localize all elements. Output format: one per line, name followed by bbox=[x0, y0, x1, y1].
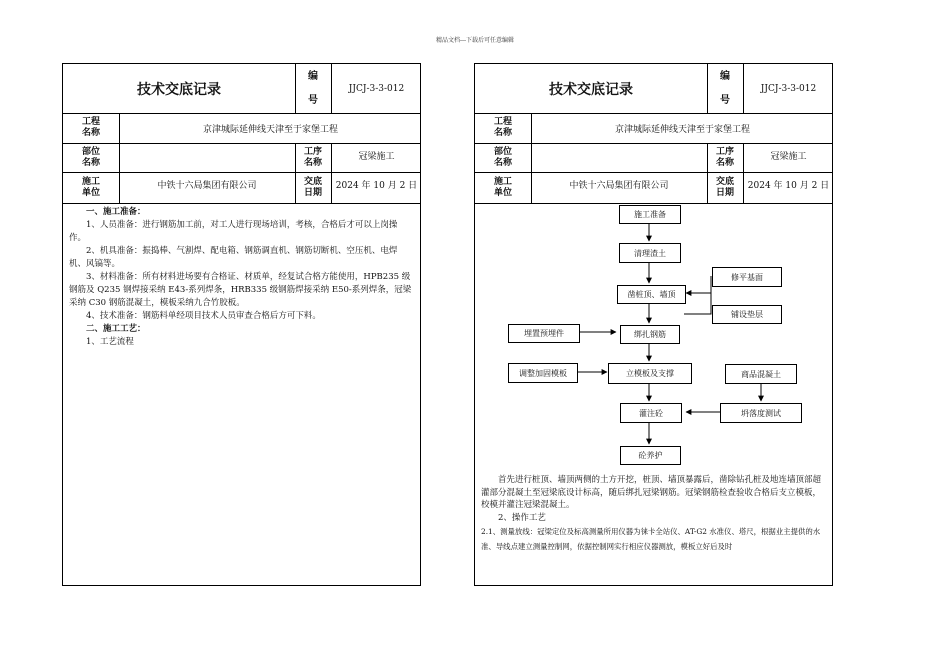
dept-label: 部位 名称 bbox=[81, 146, 100, 168]
flow-side-concrete: 商品混凝土 bbox=[725, 364, 797, 384]
flow-step-chisel: 凿桩顶、墙顶 bbox=[617, 285, 686, 304]
unit-label: 施工 单位 bbox=[81, 176, 100, 198]
paragraph: 2、机具准备：振捣棒、气割焊、配电箱、钢筋调直机、钢筋切断机、空压机、电焊机、风镐等。 bbox=[69, 246, 398, 269]
document-code: JJCJ-3-3-012 bbox=[348, 83, 405, 94]
date-label: 交底 日期 bbox=[303, 176, 322, 198]
paragraph: 2、操作工艺 bbox=[498, 512, 546, 523]
paragraph: 1、人员准备：进行钢筋加工前，对工人进行现场培训，考核，合格后才可以上岗操作。 bbox=[69, 220, 398, 243]
right-page bbox=[474, 63, 833, 586]
flow-step-rebar: 绑扎钢筋 bbox=[620, 325, 680, 344]
section-heading-prep: 一、施工准备： bbox=[86, 207, 146, 217]
flow-step-clear-soil: 清理渣土 bbox=[619, 243, 681, 263]
project-name-label: 工程 名称 bbox=[81, 117, 100, 138]
flow-connector bbox=[684, 276, 711, 314]
flow-side-cushion: 铺设垫层 bbox=[712, 305, 782, 324]
number-label: 编 号 bbox=[308, 70, 318, 106]
process-value: 冠梁施工 bbox=[770, 152, 807, 162]
header-note: 精品文档---下载后可任意编辑 bbox=[435, 37, 515, 44]
right-body bbox=[481, 474, 826, 554]
process-value: 冠梁施工 bbox=[358, 152, 395, 162]
process-label: 工序 名称 bbox=[715, 146, 734, 168]
unit-value: 中铁十六局集团有限公司 bbox=[157, 181, 257, 191]
flow-side-slump-test: 坍落度测试 bbox=[720, 403, 802, 423]
number-label: 编 号 bbox=[720, 70, 730, 106]
flow-step-cure: 砼养护 bbox=[620, 446, 681, 465]
section-heading-process: 二、施工工艺： bbox=[86, 324, 146, 334]
process-label: 工序 名称 bbox=[303, 146, 322, 168]
project-name: 京津城际延伸线天津至于家堡工程 bbox=[614, 124, 750, 135]
dept-label: 部位 名称 bbox=[493, 146, 512, 168]
document-code: JJCJ-3-3-012 bbox=[760, 83, 817, 94]
paragraph: 3、材料准备：所有材料进场要有合格证、材质单，经复试合格方能使用，HPB235 级钢筋及 Q235 钢焊接采纳 E43-系列焊条，HRB335 级钢筋焊接采纳 E50-系列焊条，冠梁采纳 C30 钢筋混凝土，模板采纳九合竹胶板。 bbox=[69, 272, 412, 308]
paragraph: 1、工艺流程 bbox=[86, 337, 134, 347]
flow-side-embedded: 埋置预埋件 bbox=[508, 324, 580, 343]
flow-step-pour: 灌注砼 bbox=[620, 403, 682, 423]
form-title: 技术交底记录 bbox=[549, 81, 633, 98]
left-page bbox=[62, 63, 421, 586]
flow-step-formwork: 立模板及支撑 bbox=[608, 363, 692, 384]
flow-side-adjust-formwork: 调整加固模板 bbox=[508, 363, 578, 383]
flow-step-prep: 施工准备 bbox=[619, 205, 681, 224]
unit-label: 施工 单位 bbox=[493, 176, 512, 198]
dept-value bbox=[119, 143, 295, 172]
flow-side-level-base: 修平基面 bbox=[712, 267, 782, 287]
paragraph: 2.1、测量放线：冠梁定位及标高测量所用仪器为徕卡全站仪、AT-G2 水准仪、塔尺，根据业主提供的水准、导线点建立测量控制网，依据控制网实行相应仪器测放，模板立好后及时 bbox=[481, 527, 821, 551]
form-title: 技术交底记录 bbox=[137, 81, 221, 98]
paragraph: 4、技术准备：钢筋料单经项目技术人员审查合格后方可下料。 bbox=[86, 311, 321, 321]
left-body bbox=[69, 206, 414, 349]
project-name: 京津城际延伸线天津至于家堡工程 bbox=[202, 124, 338, 135]
project-name-label: 工程 名称 bbox=[493, 117, 512, 138]
date-value: 2024 年 10 月 2 日 bbox=[335, 181, 418, 191]
paragraph: 首先进行桩顶、墙顶两侧的土方开挖，桩顶、墙顶暴露后，凿除钻孔桩及地连墙顶部超灌部分混凝土至冠梁底设计标高，随后绑扎冠梁钢筋。冠梁钢筋检查验收合格后支立模板，校模并灌注冠梁混凝土。 bbox=[481, 475, 822, 510]
date-value: 2024 年 10 月 2 日 bbox=[747, 181, 830, 191]
date-label: 交底 日期 bbox=[715, 176, 734, 198]
unit-value: 中铁十六局集团有限公司 bbox=[569, 181, 669, 191]
